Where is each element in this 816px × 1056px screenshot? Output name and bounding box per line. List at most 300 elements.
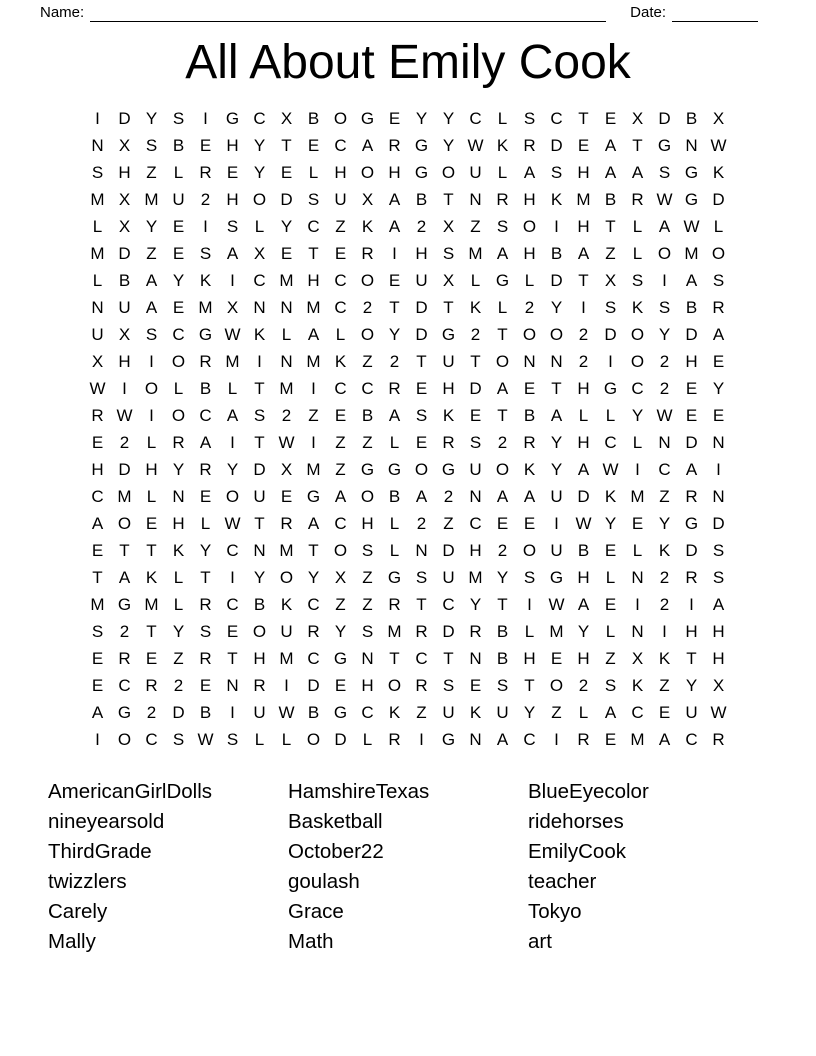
grid-cell-r15c10: A — [334, 486, 347, 506]
grid-cell-r2c22: G — [657, 135, 672, 155]
grid-cell-r23c11: C — [361, 702, 374, 722]
grid-cell-r7c1: L — [92, 270, 103, 290]
grid-cell-r2c24: W — [710, 135, 727, 155]
grid-cell-r20c3: T — [146, 621, 157, 641]
grid-cell-r18c20: L — [605, 567, 616, 587]
grid-cell-r22c15: E — [469, 675, 482, 695]
grid-cell-r18c7: Y — [253, 567, 266, 587]
grid-cell-r3c6: E — [226, 162, 239, 182]
grid-cell-r5c9: C — [307, 216, 320, 236]
grid-cell-r11c20: G — [603, 378, 618, 398]
grid-cell-r14c22: C — [658, 459, 671, 479]
grid-cell-r23c19: L — [578, 702, 589, 722]
grid-cell-r22c13: R — [415, 675, 428, 695]
grid-cell-r9c19: 2 — [578, 324, 589, 344]
grid-cell-r8c2: U — [118, 297, 131, 317]
grid-cell-r12c2: W — [116, 405, 133, 425]
grid-cell-r9c17: O — [522, 324, 537, 344]
grid-cell-r19c17: I — [527, 594, 532, 614]
grid-cell-r20c12: M — [387, 621, 402, 641]
grid-cell-r13c5: A — [199, 432, 212, 452]
grid-cell-r15c22: Z — [659, 486, 670, 506]
grid-cell-r16c20: Y — [604, 513, 617, 533]
grid-cell-r1c5: I — [203, 108, 208, 128]
grid-cell-r10c15: T — [470, 351, 481, 371]
grid-cell-r24c9: O — [306, 729, 321, 749]
grid-cell-r8c7: N — [253, 297, 266, 317]
grid-cell-r2c23: N — [685, 135, 698, 155]
grid-cell-r18c12: G — [387, 567, 402, 587]
grid-cell-r4c15: N — [469, 189, 482, 209]
grid-cell-r13c10: Z — [335, 432, 346, 452]
grid-cell-r7c21: S — [631, 270, 644, 290]
grid-cell-r1c17: S — [523, 108, 536, 128]
grid-cell-r13c22: N — [658, 432, 671, 452]
grid-cell-r13c19: H — [577, 432, 590, 452]
grid-cell-r23c5: B — [199, 702, 212, 722]
grid-cell-r14c12: G — [387, 459, 402, 479]
grid-cell-r17c13: N — [415, 540, 428, 560]
grid-cell-r8c5: M — [198, 297, 213, 317]
grid-cell-r6c12: I — [392, 243, 397, 263]
grid-cell-r7c16: G — [495, 270, 510, 290]
grid-cell-r24c24: R — [712, 729, 725, 749]
grid-cell-r12c10: E — [334, 405, 347, 425]
grid-cell-r19c13: T — [416, 594, 427, 614]
grid-cell-r8c19: I — [581, 297, 586, 317]
grid-cell-r20c5: S — [199, 621, 212, 641]
grid-cell-r21c22: K — [658, 648, 671, 668]
grid-cell-r18c21: N — [631, 567, 644, 587]
grid-cell-r14c23: A — [685, 459, 698, 479]
grid-cell-r8c17: 2 — [524, 297, 535, 317]
grid-cell-r8c22: S — [658, 297, 671, 317]
grid-cell-r8c6: X — [226, 297, 239, 317]
grid-cell-r23c4: D — [172, 702, 185, 722]
grid-cell-r11c16: A — [496, 378, 509, 398]
grid-cell-r6c21: L — [632, 243, 643, 263]
grid-cell-r13c3: L — [146, 432, 157, 452]
grid-cell-r7c12: E — [388, 270, 401, 290]
name-label: Name: — [40, 4, 85, 21]
grid-cell-r19c4: L — [173, 594, 184, 614]
grid-cell-r8c16: L — [497, 297, 508, 317]
grid-cell-r13c6: I — [230, 432, 235, 452]
grid-cell-r1c2: D — [118, 108, 131, 128]
grid-cell-r8c15: K — [469, 297, 482, 317]
grid-cell-r13c18: Y — [550, 432, 563, 452]
grid-cell-r17c10: O — [333, 540, 348, 560]
grid-cell-r22c12: O — [387, 675, 402, 695]
word-list-item: teacher — [528, 870, 597, 893]
grid-cell-r20c4: Y — [172, 621, 185, 641]
grid-cell-r22c8: I — [284, 675, 289, 695]
grid-cell-r23c23: U — [685, 702, 698, 722]
grid-cell-r7c7: C — [253, 270, 266, 290]
grid-cell-r2c9: E — [307, 135, 320, 155]
grid-cell-r22c18: O — [549, 675, 564, 695]
grid-cell-r4c13: B — [415, 189, 428, 209]
word-list-item: goulash — [288, 870, 360, 893]
grid-cell-r9c9: A — [307, 324, 320, 344]
grid-cell-r6c8: E — [280, 243, 293, 263]
grid-cell-r4c22: W — [656, 189, 673, 209]
grid-cell-r5c16: S — [496, 216, 509, 236]
grid-cell-r6c14: S — [442, 243, 455, 263]
puzzle-title: All About Emily Cook — [185, 36, 631, 89]
grid-cell-r23c12: K — [388, 702, 401, 722]
grid-cell-r14c15: U — [469, 459, 482, 479]
grid-cell-r16c4: H — [172, 513, 185, 533]
grid-cell-r19c8: K — [280, 594, 293, 614]
word-search-grid — [84, 105, 732, 753]
grid-cell-r16c8: R — [280, 513, 293, 533]
grid-cell-r8c1: N — [91, 297, 104, 317]
grid-cell-r20c8: U — [280, 621, 293, 641]
grid-cell-r14c18: Y — [550, 459, 563, 479]
grid-cell-r9c1: U — [91, 324, 104, 344]
grid-cell-r22c2: C — [118, 675, 131, 695]
grid-cell-r19c11: Z — [362, 594, 373, 614]
grid-cell-r16c11: H — [361, 513, 374, 533]
grid-cell-r3c9: L — [308, 162, 319, 182]
grid-cell-r18c4: L — [173, 567, 184, 587]
grid-cell-r14c14: G — [441, 459, 456, 479]
grid-cell-r11c10: C — [334, 378, 347, 398]
grid-cell-r2c4: B — [172, 135, 185, 155]
grid-cell-r9c2: X — [118, 324, 131, 344]
grid-cell-r19c18: W — [548, 594, 565, 614]
word-list-item: Carely — [48, 900, 108, 923]
grid-cell-r22c3: R — [145, 675, 158, 695]
grid-cell-r5c11: K — [361, 216, 374, 236]
grid-cell-r23c1: A — [91, 702, 104, 722]
grid-cell-r8c11: 2 — [362, 297, 373, 317]
grid-cell-r19c3: M — [144, 594, 159, 614]
grid-cell-r23c7: U — [253, 702, 266, 722]
grid-cell-r16c21: E — [631, 513, 644, 533]
date-writein-line — [672, 7, 758, 22]
grid-cell-r10c6: M — [225, 351, 240, 371]
grid-cell-r13c11: Z — [362, 432, 373, 452]
grid-cell-r7c2: B — [118, 270, 131, 290]
grid-cell-r3c24: K — [712, 162, 725, 182]
grid-cell-r23c2: G — [117, 702, 132, 722]
grid-cell-r1c7: C — [253, 108, 266, 128]
grid-cell-r6c2: D — [118, 243, 131, 263]
grid-cell-r12c3: I — [149, 405, 154, 425]
grid-cell-r17c17: O — [522, 540, 537, 560]
grid-cell-r19c16: T — [497, 594, 508, 614]
grid-cell-r12c19: L — [578, 405, 589, 425]
grid-cell-r1c19: T — [578, 108, 589, 128]
grid-cell-r8c18: Y — [550, 297, 563, 317]
grid-cell-r17c24: S — [712, 540, 725, 560]
grid-cell-r13c17: R — [523, 432, 536, 452]
grid-cell-r20c22: I — [662, 621, 667, 641]
grid-cell-r19c9: C — [307, 594, 320, 614]
grid-cell-r1c4: S — [172, 108, 185, 128]
grid-cell-r2c20: A — [604, 135, 617, 155]
grid-cell-r17c18: U — [550, 540, 563, 560]
grid-cell-r15c24: N — [712, 486, 725, 506]
grid-cell-r13c9: I — [311, 432, 316, 452]
grid-cell-r23c24: W — [710, 702, 727, 722]
grid-cell-r7c18: D — [550, 270, 563, 290]
grid-cell-r6c11: R — [361, 243, 374, 263]
grid-cell-r13c7: T — [254, 432, 265, 452]
grid-cell-r16c7: T — [254, 513, 265, 533]
grid-cell-r15c8: E — [280, 486, 293, 506]
grid-cell-r12c16: T — [497, 405, 508, 425]
word-list-item: Math — [288, 930, 334, 953]
grid-cell-r8c21: K — [631, 297, 644, 317]
grid-cell-r18c1: T — [92, 567, 103, 587]
grid-cell-r4c7: O — [252, 189, 267, 209]
grid-cell-r8c12: T — [389, 297, 400, 317]
grid-cell-r5c1: L — [92, 216, 103, 236]
grid-cell-r3c14: O — [441, 162, 456, 182]
grid-cell-r7c17: L — [524, 270, 535, 290]
grid-cell-r23c20: A — [604, 702, 617, 722]
grid-cell-r20c24: H — [712, 621, 725, 641]
grid-cell-r9c14: G — [441, 324, 456, 344]
grid-cell-r14c8: X — [280, 459, 293, 479]
grid-cell-r18c23: R — [685, 567, 698, 587]
grid-cell-r22c23: Y — [685, 675, 698, 695]
grid-cell-r9c6: W — [224, 324, 241, 344]
grid-cell-r12c14: K — [442, 405, 455, 425]
grid-cell-r15c12: B — [388, 486, 401, 506]
grid-cell-r21c9: C — [307, 648, 320, 668]
grid-cell-r14c9: M — [306, 459, 321, 479]
grid-cell-r24c21: M — [630, 729, 645, 749]
grid-cell-r14c11: G — [360, 459, 375, 479]
grid-cell-r5c12: A — [388, 216, 401, 236]
grid-cell-r6c9: T — [308, 243, 319, 263]
grid-cell-r17c20: E — [604, 540, 617, 560]
grid-cell-r6c6: A — [226, 243, 239, 263]
grid-cell-r18c3: K — [145, 567, 158, 587]
grid-cell-r14c20: W — [602, 459, 619, 479]
grid-cell-r15c5: E — [199, 486, 212, 506]
grid-cell-r2c18: D — [550, 135, 563, 155]
grid-cell-r24c13: I — [419, 729, 424, 749]
grid-cell-r19c1: M — [90, 594, 105, 614]
grid-cell-r10c2: H — [118, 351, 131, 371]
grid-cell-r11c8: M — [279, 378, 294, 398]
grid-cell-r18c8: O — [279, 567, 294, 587]
grid-cell-r2c8: T — [281, 135, 292, 155]
grid-cell-r2c2: X — [118, 135, 131, 155]
grid-cell-r14c7: D — [253, 459, 266, 479]
grid-cell-r1c8: X — [280, 108, 293, 128]
grid-cell-r7c5: K — [199, 270, 212, 290]
grid-cell-r20c15: R — [469, 621, 482, 641]
grid-cell-r24c19: R — [577, 729, 590, 749]
grid-cell-r4c5: 2 — [200, 189, 211, 209]
grid-cell-r19c20: E — [604, 594, 617, 614]
grid-cell-r1c18: C — [550, 108, 563, 128]
grid-cell-r21c23: T — [686, 648, 697, 668]
word-list-item: Basketball — [288, 810, 383, 833]
grid-cell-r1c15: C — [469, 108, 482, 128]
grid-cell-r16c18: I — [554, 513, 559, 533]
grid-cell-r3c15: U — [469, 162, 482, 182]
grid-cell-r8c24: R — [712, 297, 725, 317]
grid-cell-r17c22: K — [658, 540, 671, 560]
grid-cell-r13c14: R — [442, 432, 455, 452]
grid-cell-r7c14: X — [442, 270, 455, 290]
grid-cell-r23c21: C — [631, 702, 644, 722]
grid-cell-r13c13: E — [415, 432, 428, 452]
grid-cell-r5c13: 2 — [416, 216, 427, 236]
grid-cell-r11c3: O — [144, 378, 159, 398]
word-list — [0, 777, 816, 957]
grid-cell-r12c18: A — [550, 405, 563, 425]
grid-cell-r11c17: E — [523, 378, 536, 398]
grid-cell-r6c19: A — [577, 243, 590, 263]
grid-cell-r15c3: L — [146, 486, 157, 506]
grid-cell-r3c20: A — [604, 162, 617, 182]
grid-cell-r6c15: M — [468, 243, 483, 263]
grid-cell-r1c11: G — [360, 108, 375, 128]
grid-cell-r17c11: S — [361, 540, 374, 560]
grid-cell-r5c4: E — [172, 216, 185, 236]
grid-cell-r6c20: Z — [605, 243, 616, 263]
grid-cell-r15c19: D — [577, 486, 590, 506]
grid-cell-r16c16: E — [496, 513, 509, 533]
grid-cell-r21c19: H — [577, 648, 590, 668]
grid-cell-r6c16: A — [496, 243, 509, 263]
grid-cell-r19c23: I — [689, 594, 694, 614]
grid-cell-r10c5: R — [199, 351, 212, 371]
grid-cell-r2c10: C — [334, 135, 347, 155]
grid-cell-r19c15: Y — [469, 594, 482, 614]
grid-cell-r21c15: N — [469, 648, 482, 668]
grid-cell-r24c3: C — [145, 729, 158, 749]
grid-cell-r16c10: C — [334, 513, 347, 533]
grid-cell-r24c17: C — [523, 729, 536, 749]
grid-cell-r11c4: L — [173, 378, 184, 398]
grid-cell-r23c18: Z — [551, 702, 562, 722]
grid-cell-r17c2: T — [119, 540, 130, 560]
grid-cell-r22c17: T — [524, 675, 535, 695]
grid-cell-r17c9: T — [308, 540, 319, 560]
grid-cell-r12c6: A — [226, 405, 239, 425]
grid-cell-r10c10: K — [334, 351, 347, 371]
grid-cell-r1c23: B — [685, 108, 698, 128]
grid-cell-r18c2: A — [118, 567, 131, 587]
grid-cell-r15c4: N — [172, 486, 185, 506]
grid-cell-r21c3: E — [145, 648, 158, 668]
grid-cell-r9c7: K — [253, 324, 266, 344]
grid-cell-r24c12: R — [388, 729, 401, 749]
grid-cell-r18c14: U — [442, 567, 455, 587]
grid-cell-r6c13: H — [415, 243, 428, 263]
grid-cell-r10c13: T — [416, 351, 427, 371]
grid-cell-r8c9: M — [306, 297, 321, 317]
grid-cell-r15c15: N — [469, 486, 482, 506]
grid-cell-r6c4: E — [172, 243, 185, 263]
grid-cell-r2c17: R — [523, 135, 536, 155]
grid-cell-r11c22: 2 — [659, 378, 670, 398]
grid-cell-r23c9: B — [307, 702, 320, 722]
grid-cell-r2c15: W — [467, 135, 484, 155]
grid-cell-r19c12: R — [388, 594, 401, 614]
grid-cell-r24c4: S — [172, 729, 185, 749]
grid-cell-r20c16: B — [496, 621, 509, 641]
grid-cell-r19c10: Z — [335, 594, 346, 614]
grid-cell-r14c3: H — [145, 459, 158, 479]
grid-cell-r19c19: A — [577, 594, 590, 614]
grid-cell-r20c23: H — [685, 621, 698, 641]
grid-cell-r18c6: I — [230, 567, 235, 587]
grid-cell-r1c13: Y — [415, 108, 428, 128]
grid-cell-r10c19: 2 — [578, 351, 589, 371]
word-list-column-1 — [48, 777, 288, 957]
grid-cell-r14c4: Y — [172, 459, 185, 479]
grid-cell-r3c18: S — [550, 162, 563, 182]
grid-cell-r5c24: L — [713, 216, 724, 236]
grid-cell-r15c1: C — [91, 486, 104, 506]
word-list-item: ThirdGrade — [48, 840, 152, 863]
grid-cell-r20c19: Y — [577, 621, 590, 641]
grid-cell-r16c22: Y — [658, 513, 671, 533]
grid-cell-r3c13: G — [414, 162, 429, 182]
grid-cell-r15c18: U — [550, 486, 563, 506]
grid-cell-r9c11: O — [360, 324, 375, 344]
grid-cell-r3c2: H — [118, 162, 131, 182]
grid-cell-r13c4: R — [172, 432, 185, 452]
grid-cell-r11c9: I — [311, 378, 316, 398]
grid-cell-r10c20: I — [608, 351, 613, 371]
grid-cell-r1c6: G — [225, 108, 240, 128]
grid-cell-r14c21: I — [635, 459, 640, 479]
grid-cell-r1c9: B — [307, 108, 320, 128]
grid-cell-r9c3: S — [145, 324, 158, 344]
header — [0, 0, 816, 22]
grid-cell-r17c3: T — [146, 540, 157, 560]
grid-cell-r5c14: X — [442, 216, 455, 236]
grid-cell-r11c5: B — [199, 378, 212, 398]
grid-cell-r22c7: R — [253, 675, 266, 695]
grid-cell-r14c24: I — [716, 459, 721, 479]
grid-cell-r21c13: C — [415, 648, 428, 668]
grid-cell-r12c12: A — [388, 405, 401, 425]
grid-cell-r13c15: S — [469, 432, 482, 452]
grid-cell-r10c4: O — [171, 351, 186, 371]
grid-cell-r9c12: Y — [388, 324, 401, 344]
grid-cell-r4c19: M — [576, 189, 591, 209]
grid-cell-r7c13: U — [415, 270, 428, 290]
grid-cell-r7c20: X — [604, 270, 617, 290]
grid-cell-r4c9: S — [307, 189, 320, 209]
grid-cell-r17c4: K — [172, 540, 185, 560]
word-list-item: Grace — [288, 900, 344, 923]
word-list-item: Mally — [48, 930, 96, 953]
grid-cell-r10c1: X — [91, 351, 104, 371]
grid-cell-r4c3: M — [144, 189, 159, 209]
grid-cell-r8c8: N — [280, 297, 293, 317]
grid-cell-r14c19: A — [577, 459, 590, 479]
grid-cell-r5c19: H — [577, 216, 590, 236]
grid-cell-r24c2: O — [117, 729, 132, 749]
grid-cell-r5c10: Z — [335, 216, 346, 236]
grid-cell-r21c7: H — [253, 648, 266, 668]
grid-cell-r15c21: M — [630, 486, 645, 506]
grid-cell-r3c22: S — [658, 162, 671, 182]
